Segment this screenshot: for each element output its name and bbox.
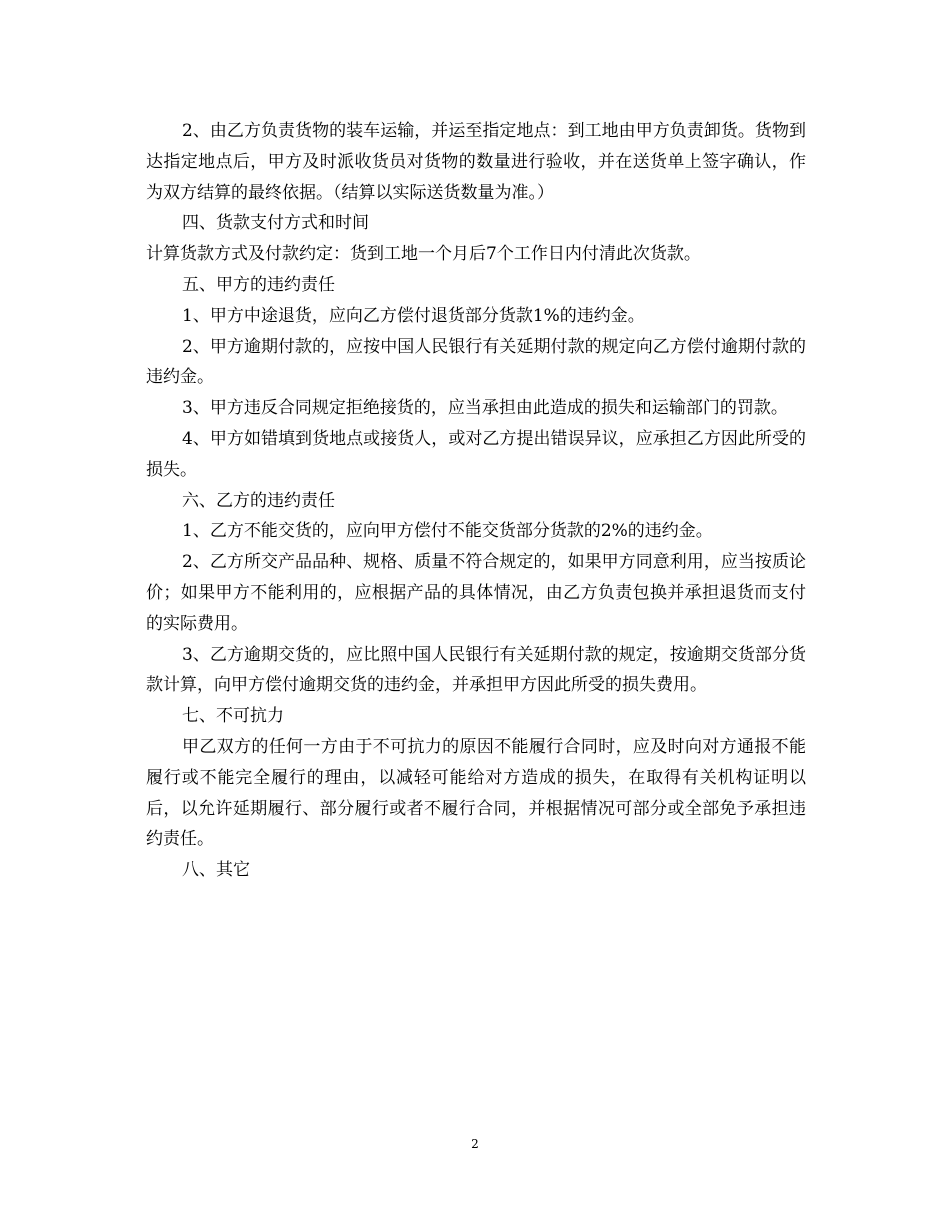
clause-party-a-wrong-address: 4、甲方如错填到货地点或接货人，或对乙方提出错误异议，应承担乙方因此所受的损失。 <box>146 428 806 480</box>
clause-party-b-quality: 2、乙方所交产品品种、规格、质量不符合规定的，如果甲方同意利用，应当按质论价；如果甲方不能利用的，应根据产品的具体情况，由乙方负责包换并承担退货而支付的实际费用。 <box>146 552 806 634</box>
section-heading-payment: 四、货款支付方式和时间 <box>182 213 369 234</box>
clause-party-a-refusal: 3、甲方违反合同规定拒绝接货的，应当承担由此造成的损失和运输部门的罚款。 <box>182 398 788 419</box>
section-heading-party-a-liability: 五、甲方的违约责任 <box>182 274 335 295</box>
clause-party-a-late-payment: 2、甲方逾期付款的，应按中国人民银行有关延期付款的规定向乙方偿付逾期付款的违约金。 <box>146 336 806 388</box>
section-heading-party-b-liability: 六、乙方的违约责任 <box>182 490 335 511</box>
clause-party-b-late-delivery: 3、乙方逾期交货的，应比照中国人民银行有关延期付款的规定，按逾期交货部分货款计算，向甲方偿付逾期交货的违约金，并承担甲方因此所受的损失费用。 <box>146 644 806 696</box>
clause-force-majeure: 甲乙双方的任何一方由于不可抗力的原因不能履行合同时，应及时向对方通报不能履行或不能完全履行的理由，以减轻可能给对方造成的损失，在取得有关机构证明以后，以允许延期履行、部分履行或者不履行合同，并根据情况可部分或全部免予承担违约责任。 <box>146 736 806 850</box>
section-heading-force-majeure: 七、不可抗力 <box>182 706 284 727</box>
section-heading-other: 八、其它 <box>182 860 250 881</box>
clause-payment-terms: 计算货款方式及付款约定：货到工地一个月后7个工作日内付清此次货款。 <box>146 244 701 265</box>
page-number: 2 <box>471 1137 479 1151</box>
clause-party-b-no-delivery: 1、乙方不能交货的，应向甲方偿付不能交货部分货款的2%的违约金。 <box>182 521 713 542</box>
document-body <box>146 116 806 886</box>
clause-party-a-return: 1、甲方中途退货，应向乙方偿付退货部分货款1%的违约金。 <box>182 305 645 326</box>
clause-delivery-transport: 2、由乙方负责货物的装车运输，并运至指定地点：到工地由甲方负责卸货。货物到达指定地点后，甲方及时派收货员对货物的数量进行验收，并在送货单上签字确认，作为双方结算的最终依据。（结算以实际送货数量为准。） <box>146 121 806 203</box>
